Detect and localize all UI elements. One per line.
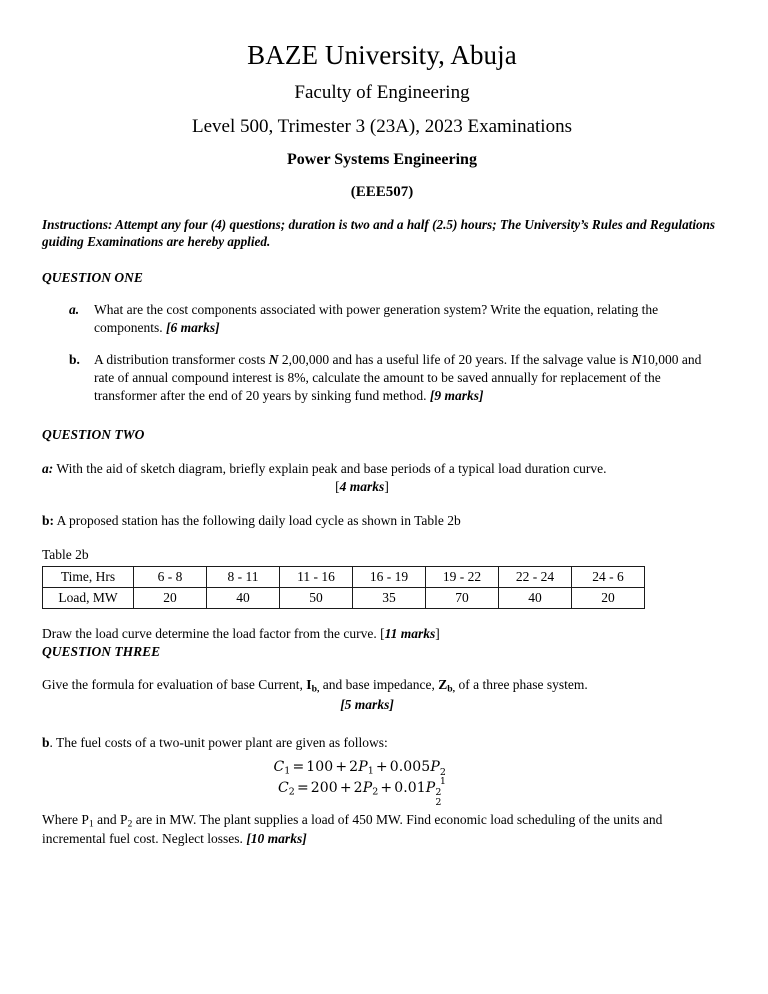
closing-text: Draw the load curve determine the load factor from the curve. — [42, 626, 381, 642]
question-two-closing — [42, 625, 722, 643]
exam-level-line: Level 500, Trimester 3 (23A), 2023 Examinations — [192, 115, 572, 137]
q3a-text-1: Give the formula for evaluation of base Current, — [42, 677, 307, 693]
table-cell-load-4: 70 — [426, 588, 499, 609]
q3-closing-text-1: Where P — [42, 811, 89, 827]
p1-subscript: 1 — [88, 818, 94, 830]
question-two-part-a — [42, 460, 722, 478]
table-cell-time-4: 19 - 22 — [426, 566, 499, 587]
course-title: Power Systems Engineering — [287, 151, 477, 169]
item-b-marks: [9 marks] — [429, 387, 484, 403]
table-row-header-time: Time, Hrs — [43, 566, 134, 587]
table-row — [43, 588, 645, 609]
closing-bracket-close: ] — [435, 626, 440, 642]
part-b-marker: b: — [42, 513, 55, 529]
question-three-closing — [42, 811, 722, 849]
item-marker-a: a. — [69, 302, 80, 318]
instructions-label: Instructions: — [42, 216, 113, 232]
part-b-text: A proposed station has the following daily load cycle as shown in Table 2b — [54, 513, 461, 529]
q3-closing-text-2: and P — [93, 811, 128, 827]
q3-closing-text-3: are in MW. The plant supplies a load of 450 MW. Find economic load scheduling of the units and incremental fuel cost. Neglect losses. — [42, 811, 663, 847]
closing-marks-value: 11 marks — [384, 626, 436, 642]
part-a-marker: a: — [42, 460, 54, 476]
faculty-title: Faculty of Engineering — [294, 81, 470, 103]
table-cell-time-5: 22 - 24 — [499, 566, 572, 587]
question-three-part-a-marks: [5 marks] — [340, 696, 394, 712]
table-cell-load-1: 40 — [207, 588, 280, 609]
base-impedance-subscript: b, — [447, 683, 456, 695]
marks-bracket-open: [ — [335, 478, 340, 494]
instructions-block — [42, 216, 722, 251]
p2-subscript: 2 — [127, 818, 133, 830]
table-cell-load-6: 20 — [572, 588, 645, 609]
question-one-list — [42, 301, 722, 404]
fuel-cost-equations — [42, 758, 722, 808]
item-b-text-1: A distribution transformer costs — [94, 351, 269, 367]
table-cell-load-5: 40 — [499, 588, 572, 609]
table-cell-time-0: 6 - 8 — [134, 566, 207, 587]
closing-bracket-open: [ — [380, 626, 385, 642]
naira-symbol-2: N — [631, 351, 642, 367]
item-marker-b: b. — [69, 351, 80, 367]
table-cell-time-2: 11 - 16 — [280, 566, 353, 587]
daily-load-cycle-table — [42, 566, 645, 610]
table-cell-load-2: 50 — [280, 588, 353, 609]
q3a-text-2: and base impedance, — [319, 677, 439, 693]
q3b-marker: b — [42, 735, 50, 751]
naira-symbol-1: N — [268, 351, 279, 367]
question-two-part-b — [42, 512, 722, 530]
university-title: BAZE University, Abuja — [247, 40, 517, 70]
q3-closing-marks: [10 marks] — [246, 831, 307, 847]
table-cell-time-1: 8 - 11 — [207, 566, 280, 587]
table-cell-time-6: 24 - 6 — [572, 566, 645, 587]
question-two-part-a-marks — [42, 478, 722, 496]
table-cell-time-3: 16 - 19 — [353, 566, 426, 587]
question-one-item-b — [42, 351, 722, 405]
marks-value: 4 marks — [339, 478, 385, 494]
part-a-text: With the aid of sketch diagram, briefly explain peak and base periods of a typical load duration curve. — [53, 460, 607, 476]
equation-c1: C1 = 100 + 2P1 + 0.005P 2 1 — [273, 759, 446, 788]
table-caption: Table 2b — [42, 547, 89, 563]
item-b-text-3: 10,000 and rate of annual compound interest is 8%, calculate the amount to be saved annually for replacement of the transformer after the end of 20 years by sinking fund method. — [94, 351, 702, 403]
document-header — [42, 40, 722, 201]
base-impedance-symbol: $Z_{b,}$ — [438, 677, 456, 695]
table-row-header-load: Load, MW — [43, 588, 134, 609]
question-one-heading: QUESTION ONE — [42, 270, 143, 286]
question-two-heading: QUESTION TWO — [42, 426, 145, 442]
base-current-subscript: b, — [311, 683, 320, 695]
table-cell-load-3: 35 — [353, 588, 426, 609]
q3b-text: . The fuel costs of a two-unit power plant are given as follows: — [49, 735, 388, 751]
item-a-marks: [6 marks] — [166, 320, 220, 336]
question-three-part-a — [42, 676, 722, 696]
marks-bracket-close: ] — [384, 478, 389, 494]
table-cell-load-0: 20 — [134, 588, 207, 609]
base-current-symbol: $I_{b,}$ — [306, 677, 320, 695]
instructions-text: Attempt any four (4) questions; duration is two and a half (2.5) hours; The University’s Rules and Regulations guiding Examinations are hereby applied. — [42, 216, 716, 250]
q3a-text-3: of a three phase system. — [455, 677, 588, 693]
question-one-item-a — [42, 301, 722, 337]
table-row — [43, 566, 645, 587]
item-a-text: What are the cost components associated with power generation system? Write the equation, relating the components. — [94, 302, 659, 336]
item-b-text-2: 2,00,000 and has a useful life of 20 years. If the salvage value is — [278, 351, 632, 367]
question-three-part-b — [42, 734, 722, 752]
question-three-heading: QUESTION THREE — [42, 643, 161, 659]
course-code: (EEE507) — [350, 183, 414, 200]
equation-c2: C2 = 200 + 2P2 + 0.01P 2 2 — [277, 779, 442, 808]
